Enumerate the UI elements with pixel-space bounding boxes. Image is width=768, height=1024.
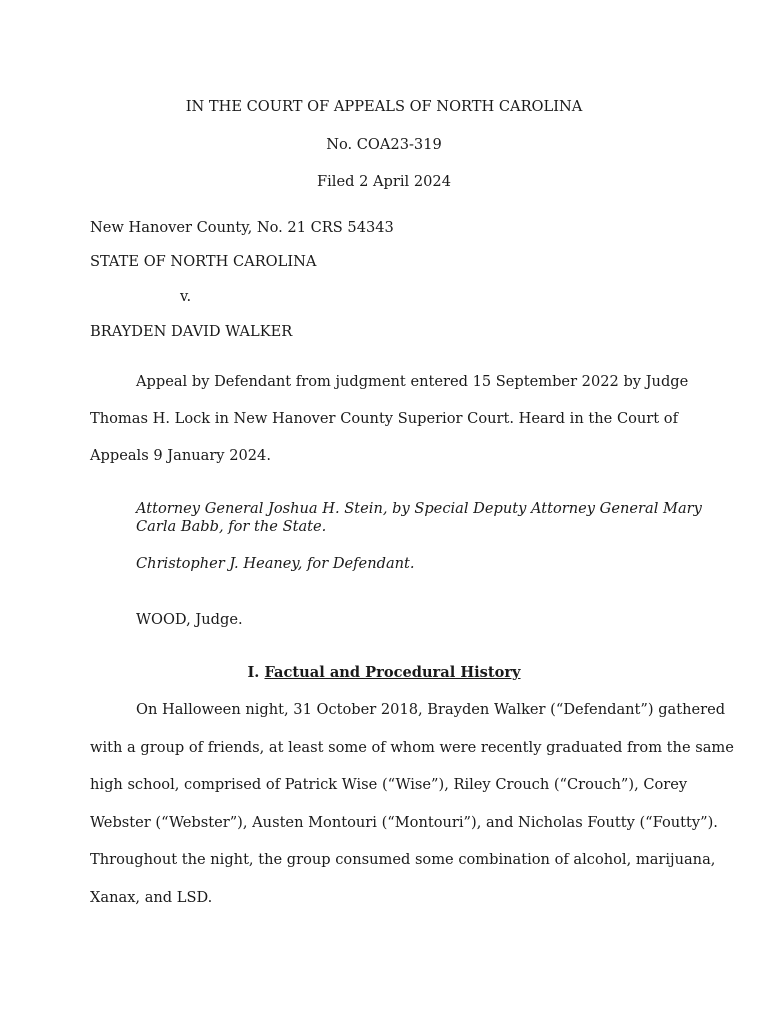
appeal-line: Appeals 9 January 2024. bbox=[90, 447, 271, 464]
body-line: Webster (“Webster”), Austen Montouri (“Montouri”), and Nicholas Foutty (“Foutty”). bbox=[90, 814, 718, 831]
appeal-line: Appeal by Defendant from judgment entered 15 September 2022 by Judge bbox=[136, 373, 689, 390]
filed-date: Filed 2 April 2024 bbox=[317, 173, 451, 190]
body-line: with a group of friends, at least some of whom were recently graduated from the same bbox=[90, 739, 734, 756]
body-line: Throughout the night, the group consumed some combination of alcohol, marijuana, bbox=[90, 851, 716, 868]
defendant-name: BRAYDEN DAVID WALKER bbox=[90, 323, 293, 340]
body-line: Xanax, and LSD. bbox=[90, 889, 213, 906]
county-case-number: New Hanover County, No. 21 CRS 54343 bbox=[90, 219, 394, 236]
appeal-line: Thomas H. Lock in New Hanover County Superior Court. Heard in the Court of bbox=[90, 410, 678, 427]
section-title: Factual and Procedural History bbox=[264, 664, 521, 681]
defendant-counsel: Christopher J. Heaney, for Defendant. bbox=[136, 555, 415, 572]
versus-label: v. bbox=[180, 288, 192, 305]
body-line: On Halloween night, 31 October 2018, Brayden Walker (“Defendant”) gathered bbox=[136, 701, 726, 718]
state-counsel-line: Attorney General Joshua H. Stein, by Special Deputy Attorney General Mary bbox=[136, 500, 702, 517]
authoring-judge: WOOD, Judge. bbox=[136, 611, 243, 628]
body-line: high school, comprised of Patrick Wise (“Wise”), Riley Crouch (“Crouch”), Corey bbox=[90, 776, 688, 793]
plaintiff-name: STATE OF NORTH CAROLINA bbox=[90, 253, 317, 270]
section-number: I. bbox=[247, 664, 260, 681]
state-counsel-line: Carla Babb, for the State. bbox=[136, 518, 327, 535]
section-heading bbox=[0, 663, 768, 683]
docket-number: No. COA23-319 bbox=[326, 136, 442, 153]
court-name: IN THE COURT OF APPEALS OF NORTH CAROLINA bbox=[185, 98, 583, 115]
